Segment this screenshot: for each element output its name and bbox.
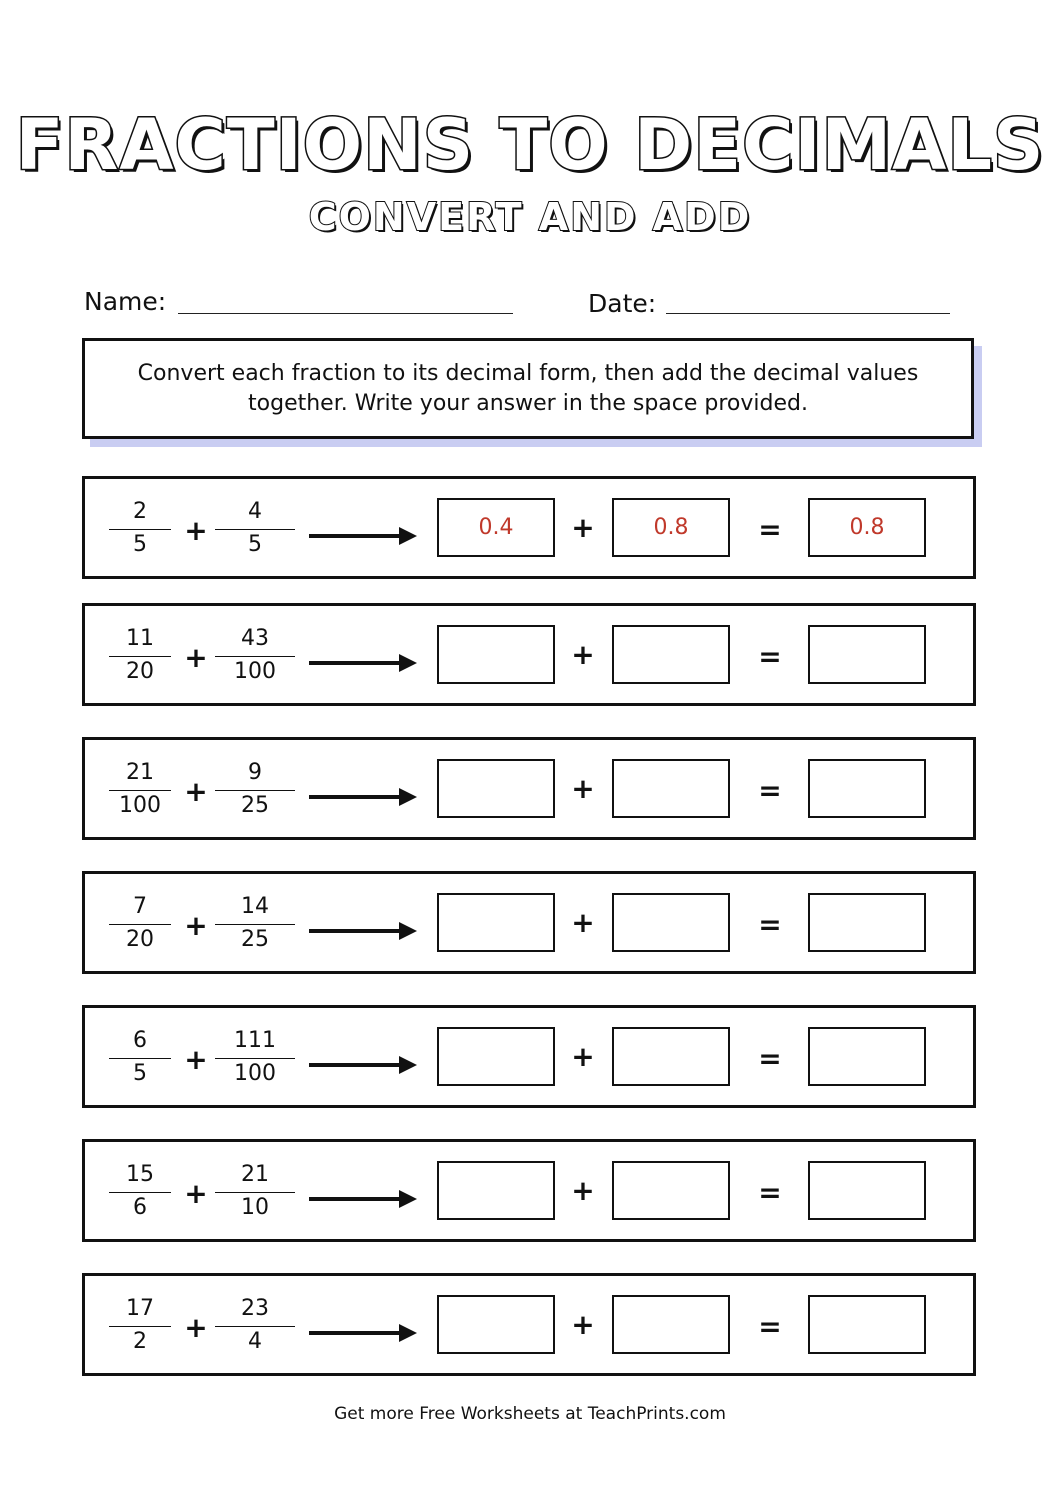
- numerator: 21: [126, 760, 154, 785]
- decimal-a-input[interactable]: [437, 1295, 555, 1354]
- fraction-b: [215, 624, 295, 689]
- fraction-a: [109, 497, 171, 562]
- arrow-right-icon: [309, 787, 417, 807]
- arrow-right-icon: [309, 1055, 417, 1075]
- problem-row: [82, 737, 976, 840]
- numerator: 111: [234, 1028, 276, 1053]
- decimal-b-input[interactable]: [612, 625, 730, 684]
- denominator: 10: [241, 1195, 269, 1220]
- fraction-b: [215, 1026, 295, 1091]
- problem-row: [82, 1139, 976, 1242]
- decimal-a-input[interactable]: [437, 893, 555, 952]
- sum-input[interactable]: [808, 1161, 926, 1220]
- numerator: 7: [133, 894, 147, 919]
- fraction-b: [215, 892, 295, 957]
- plus-sign: +: [571, 638, 595, 671]
- fraction-a: [109, 624, 171, 689]
- problem-row: [82, 871, 976, 974]
- denominator: 20: [126, 659, 154, 684]
- plus-sign: +: [571, 1308, 595, 1341]
- decimal-a-input[interactable]: [437, 1161, 555, 1220]
- fraction-a: [109, 1160, 171, 1225]
- arrow-right-icon: [309, 921, 417, 941]
- numerator: 17: [126, 1296, 154, 1321]
- equals-sign: =: [758, 1310, 782, 1343]
- plus-sign: +: [184, 641, 208, 674]
- numerator: 15: [126, 1162, 154, 1187]
- problem-row: [82, 476, 976, 579]
- plus-sign: +: [184, 1043, 208, 1076]
- fraction-a: [109, 1026, 171, 1091]
- plus-sign: +: [184, 1177, 208, 1210]
- footer-credit: Get more Free Worksheets at TeachPrints.com: [334, 1404, 726, 1424]
- fraction-b: [215, 1294, 295, 1359]
- denominator: 2: [133, 1329, 147, 1354]
- decimal-b-input[interactable]: [612, 893, 730, 952]
- plus-sign: +: [571, 772, 595, 805]
- problem-row: [82, 1273, 976, 1376]
- sum-input[interactable]: [808, 893, 926, 952]
- denominator: 5: [133, 1061, 147, 1086]
- decimal-b-input[interactable]: [612, 1295, 730, 1354]
- fraction-a: [109, 892, 171, 957]
- denominator: 25: [241, 793, 269, 818]
- equals-sign: =: [758, 640, 782, 673]
- denominator: 100: [234, 1061, 276, 1086]
- sum-input[interactable]: [808, 759, 926, 818]
- problem-row: [82, 1005, 976, 1108]
- denominator: 100: [234, 659, 276, 684]
- sum-input[interactable]: [808, 1027, 926, 1086]
- numerator: 2: [133, 499, 147, 524]
- decimal-b-input[interactable]: [612, 759, 730, 818]
- name-line[interactable]: [178, 313, 513, 314]
- arrow-right-icon: [309, 653, 417, 673]
- arrow-right-icon: [309, 526, 417, 546]
- decimal-b-input[interactable]: [612, 1161, 730, 1220]
- denominator: 25: [241, 927, 269, 952]
- decimal-a-input[interactable]: [437, 1027, 555, 1086]
- plus-sign: +: [571, 1040, 595, 1073]
- denominator: 100: [119, 793, 161, 818]
- denominator: 5: [248, 532, 262, 557]
- denominator: 20: [126, 927, 154, 952]
- decimal-a-input[interactable]: [437, 759, 555, 818]
- date-label: Date:: [588, 289, 657, 318]
- decimal-b-input[interactable]: [612, 1027, 730, 1086]
- sum-input[interactable]: 0.8: [808, 498, 926, 557]
- arrow-right-icon: [309, 1189, 417, 1209]
- equals-sign: =: [758, 1042, 782, 1075]
- sum-input[interactable]: [808, 1295, 926, 1354]
- plus-sign: +: [571, 511, 595, 544]
- decimal-a-input[interactable]: 0.4: [437, 498, 555, 557]
- numerator: 43: [241, 626, 269, 651]
- worksheet-title: FRACTIONS TO DECIMALS: [15, 104, 1045, 186]
- plus-sign: +: [184, 775, 208, 808]
- plus-sign: +: [184, 909, 208, 942]
- worksheet-subtitle: CONVERT AND ADD: [308, 195, 752, 239]
- fraction-a: [109, 758, 171, 823]
- numerator: 4: [248, 499, 262, 524]
- decimal-b-input[interactable]: 0.8: [612, 498, 730, 557]
- sum-input[interactable]: [808, 625, 926, 684]
- problem-row: [82, 603, 976, 706]
- denominator: 6: [133, 1195, 147, 1220]
- fraction-b: [215, 758, 295, 823]
- numerator: 14: [241, 894, 269, 919]
- fraction-a: [109, 1294, 171, 1359]
- instructions-box: [82, 338, 974, 439]
- equals-sign: =: [758, 774, 782, 807]
- name-label: Name:: [84, 287, 167, 316]
- numerator: 9: [248, 760, 262, 785]
- plus-sign: +: [184, 1311, 208, 1344]
- equals-sign: =: [758, 908, 782, 941]
- numerator: 23: [241, 1296, 269, 1321]
- denominator: 4: [248, 1329, 262, 1354]
- numerator: 11: [126, 626, 154, 651]
- equals-sign: =: [758, 513, 782, 546]
- numerator: 6: [133, 1028, 147, 1053]
- instructions-text: Convert each fraction to its decimal form, then add the decimal values together. Write your answer in the space provided.: [137, 360, 919, 416]
- date-line[interactable]: [666, 313, 950, 314]
- fraction-b: [215, 1160, 295, 1225]
- plus-sign: +: [184, 514, 208, 547]
- arrow-right-icon: [309, 1323, 417, 1343]
- numerator: 21: [241, 1162, 269, 1187]
- plus-sign: +: [571, 1174, 595, 1207]
- equals-sign: =: [758, 1176, 782, 1209]
- decimal-a-input[interactable]: [437, 625, 555, 684]
- plus-sign: +: [571, 906, 595, 939]
- denominator: 5: [133, 532, 147, 557]
- fraction-b: [215, 497, 295, 562]
